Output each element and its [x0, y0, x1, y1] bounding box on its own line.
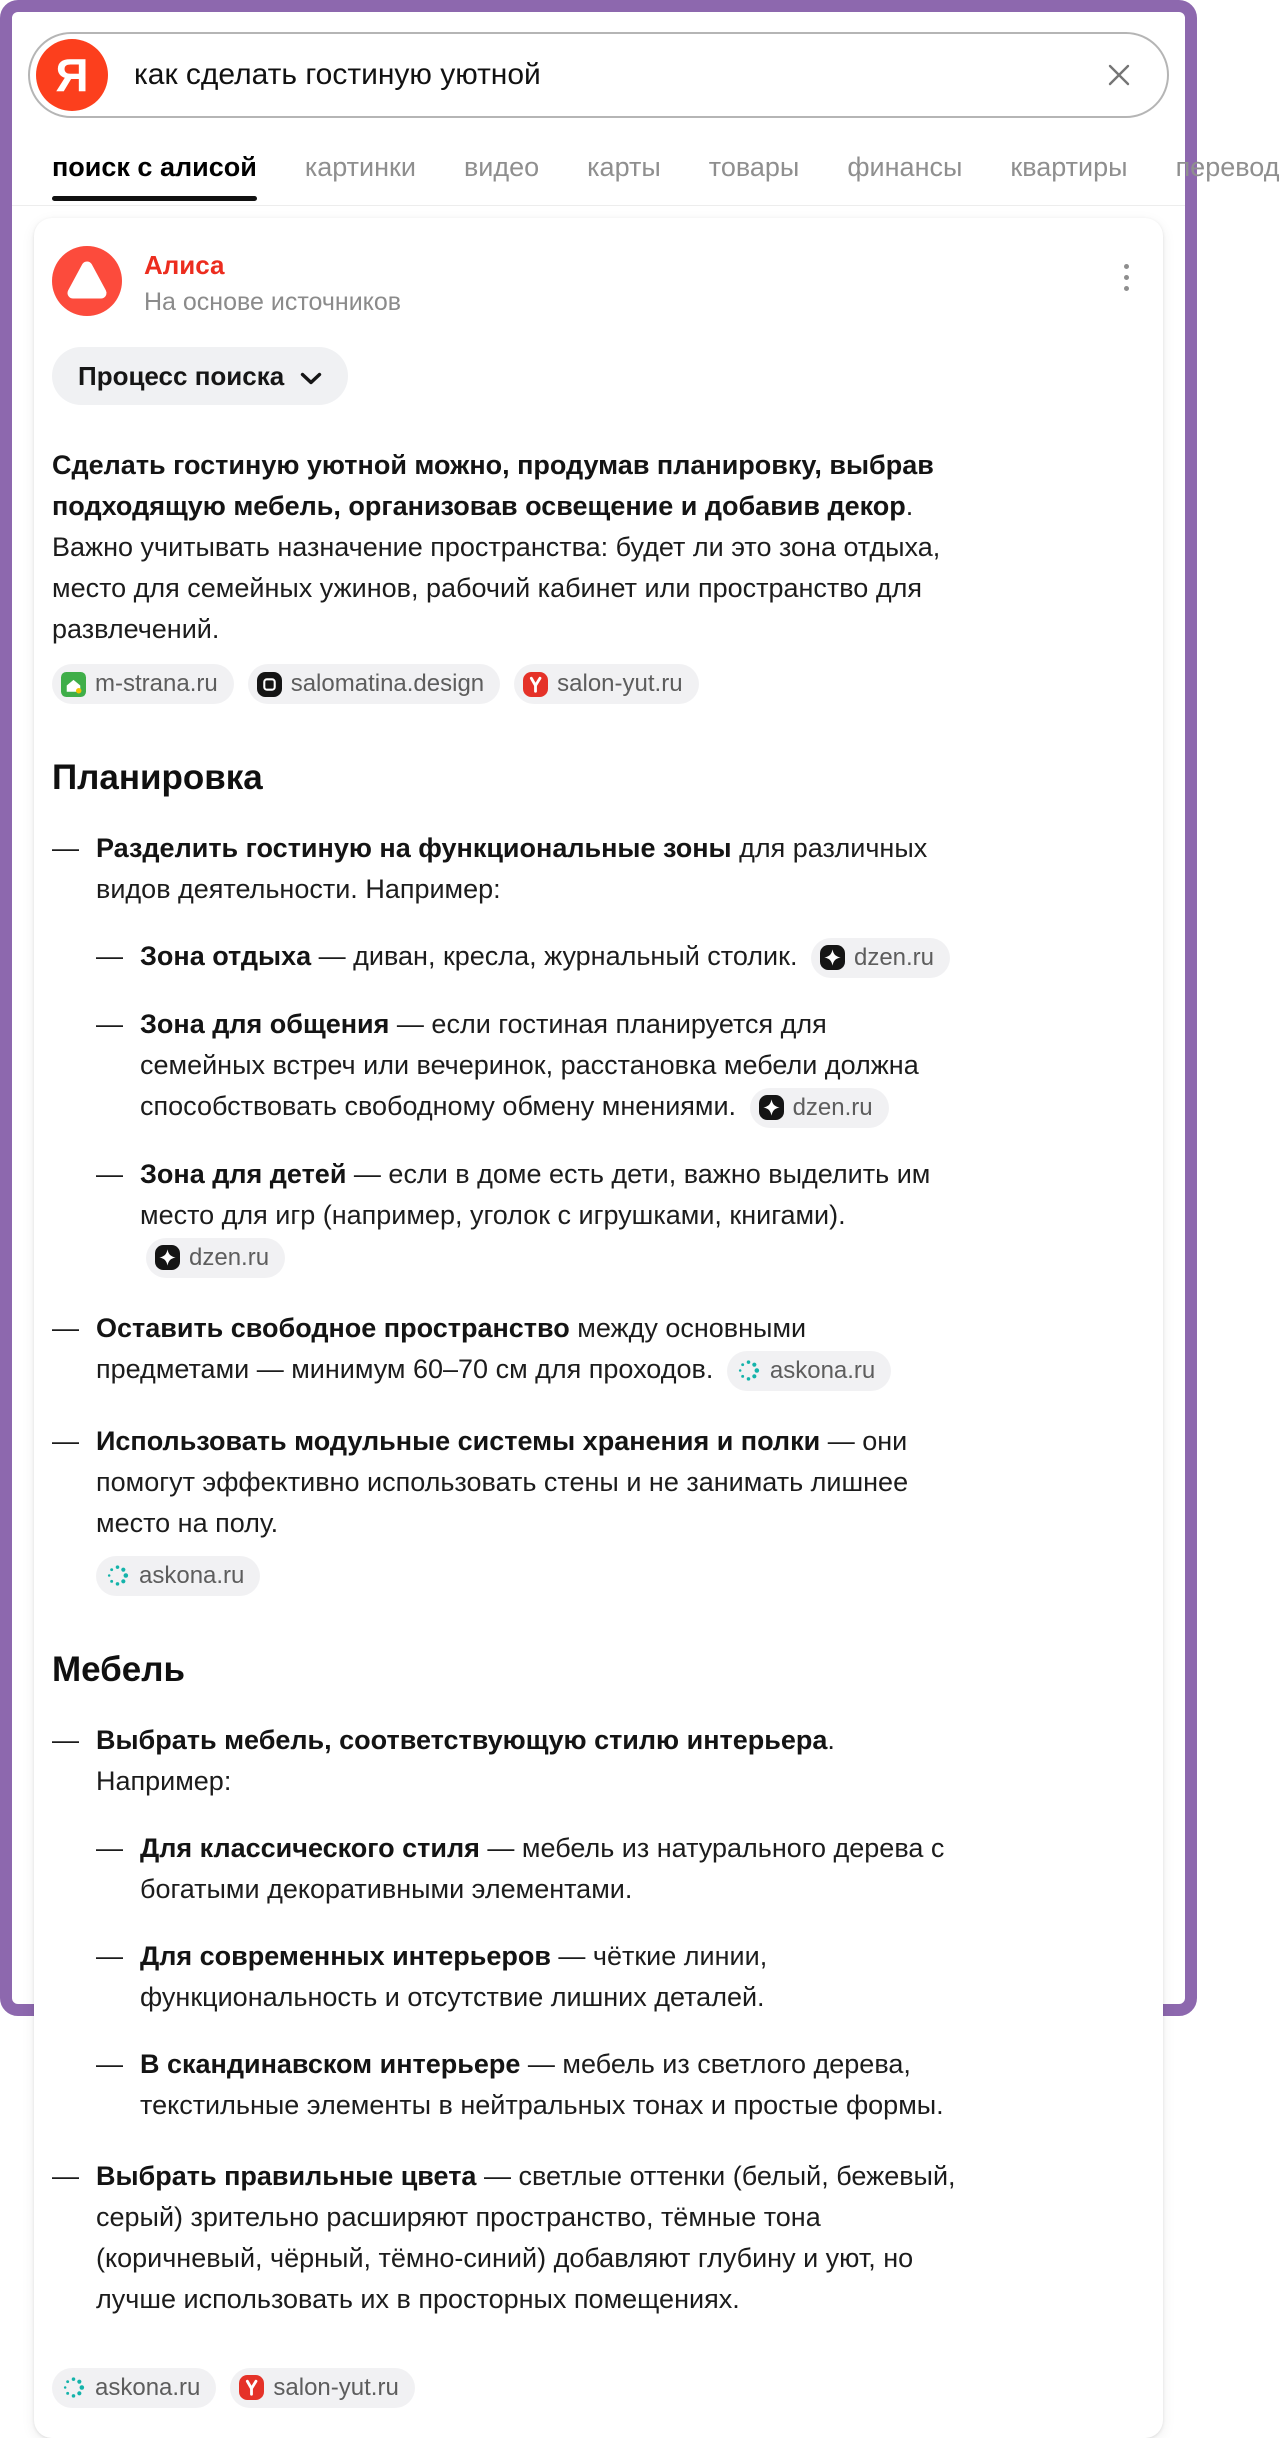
item-regular-text: — светлые оттенки (белый, бежевый, серый) зрительно расширяют пространство, тёмные тона (коричневый, чёрный, тёмно-синий) добавляют глубину и уют, но лучше использовать их в просторных помещениях.	[96, 2160, 956, 2314]
source-badge-label: dzen.ru	[189, 1244, 270, 1272]
dash-marker: —	[96, 2048, 123, 2079]
tab-apartments[interactable]	[1010, 152, 1127, 183]
item-regular-text: — мебель из натурального дерева с богатыми декоративными элементами.	[140, 1832, 945, 1904]
item-bold-text: Для классического стиля	[140, 1832, 480, 1863]
salomatina-favicon-icon	[257, 672, 282, 697]
tab-label: поиск с алисой	[52, 152, 257, 182]
footer-source-badges	[52, 2368, 957, 2408]
alice-answer-card	[34, 218, 1163, 2438]
askona-favicon-icon	[105, 1563, 130, 1588]
source-badge-label: askona.ru	[139, 1562, 245, 1589]
dash-marker: —	[52, 1724, 79, 1755]
dash-marker: —	[52, 1312, 79, 1343]
answer-body	[52, 445, 957, 2408]
header-texts	[144, 246, 401, 317]
source-badge[interactable]	[96, 1556, 260, 1596]
list-item	[52, 1308, 957, 1391]
search-tabs	[52, 152, 1279, 205]
sublist	[96, 936, 957, 1278]
source-badge[interactable]	[248, 664, 500, 704]
source-badge-label: salon-yut.ru	[557, 670, 683, 697]
salon-yut-favicon-icon	[523, 672, 548, 697]
item-regular-text: для различных видов деятельности. Например:	[96, 833, 928, 904]
m-strana-favicon-icon	[61, 672, 86, 697]
source-badge-label: salon-yut.ru	[273, 2373, 399, 2401]
dash-marker: —	[96, 941, 123, 971]
tabs-divider	[12, 205, 1185, 206]
search-input[interactable]: как сделать гостиную уютной	[134, 58, 541, 91]
item-regular-text: — диван, кресла, журнальный столик.	[311, 941, 798, 971]
item-source-badges	[96, 1556, 957, 1596]
item-bold-text: Выбрать правильные цвета	[96, 2160, 477, 2191]
item-regular-text: — если в доме есть дети, важно выделить им место для игр (например, уголок с игрушками, книгами).	[140, 1158, 931, 1230]
tab-label: товары	[708, 152, 800, 182]
item-regular-text: между основными предметами — минимум 60–70 см для проходов.	[96, 1312, 807, 1384]
item-bold-text: Выбрать мебель, соответствующую стилю интерьера	[96, 1724, 828, 1755]
intro-bold-text: Сделать гостиную уютной можно, продумав планировку, выбрав подходящую мебель, организовав освещение и добавив декор	[52, 450, 934, 521]
item-bold-text: Разделить гостиную на функциональные зоны	[96, 833, 732, 863]
list-subitem	[96, 1004, 957, 1128]
search-bar[interactable]	[28, 32, 1169, 118]
tab-goods[interactable]	[709, 152, 800, 183]
source-badge[interactable]	[750, 1088, 889, 1128]
dash-marker: —	[52, 2160, 79, 2191]
item-regular-text: . Например:	[96, 1724, 835, 1796]
tab-maps[interactable]	[587, 152, 661, 183]
source-badge[interactable]	[52, 2368, 216, 2408]
yandex-logo-icon[interactable]: Я	[36, 39, 108, 111]
item-bold-text: В скандинавском интерьере	[140, 2048, 521, 2079]
askona-favicon-icon	[61, 2375, 86, 2400]
tab-label: картинки	[304, 152, 416, 182]
tab-label: видео	[463, 152, 540, 182]
dzen-favicon-icon	[759, 1095, 784, 1120]
item-bold-text: Использовать модульные системы хранения и полки	[96, 1425, 821, 1456]
tab-label: карты	[587, 152, 661, 182]
card-header	[52, 246, 1139, 317]
tab-video[interactable]	[464, 152, 539, 183]
tab-finance[interactable]	[847, 152, 962, 183]
source-badge[interactable]	[52, 664, 234, 704]
close-icon[interactable]	[1101, 57, 1137, 93]
source-badge-label: askona.ru	[769, 1357, 876, 1384]
list-subitem	[96, 936, 957, 978]
search-process-button[interactable]	[52, 347, 348, 405]
chevron-down-icon	[300, 361, 322, 392]
item-bold-text: Зона отдыха	[140, 941, 312, 971]
source-badge-label: m-strana.ru	[95, 670, 218, 697]
list-subitem	[96, 1828, 957, 1910]
tab-search-with-alice[interactable]	[52, 152, 257, 183]
intro-paragraph	[52, 445, 957, 650]
dash-marker: —	[52, 833, 79, 863]
dash-marker: —	[96, 1158, 123, 1189]
source-badge[interactable]	[146, 1238, 285, 1278]
tab-label: квартиры	[1010, 152, 1128, 182]
intro-source-badges	[52, 664, 957, 704]
assistant-name: Алиса	[144, 250, 225, 280]
intro-regular-text: . Важно учитывать назначение пространства: будет ли это зона отдыха, место для семейных ужинов, рабочий кабинет или пространство для развлечений.	[52, 491, 941, 644]
dash-marker: —	[96, 1008, 123, 1039]
tab-images[interactable]	[305, 152, 416, 183]
tab-translate[interactable]	[1176, 152, 1279, 183]
source-badge-label: salomatina.design	[290, 670, 485, 697]
item-bold-text: Зона для общения	[140, 1008, 390, 1039]
dzen-favicon-icon	[155, 1245, 180, 1270]
section-title: Планировка	[52, 758, 263, 797]
sublist	[96, 1828, 957, 2126]
item-regular-text: — если гостиная планируется для семейных встреч или вечеринок, расстановка мебели должна способствовать свободному обмену мнениями.	[140, 1008, 919, 1121]
tab-label: финансы	[847, 152, 963, 182]
source-badge[interactable]	[230, 2368, 414, 2408]
item-regular-text: — мебель из светлого дерева, текстильные элементы в нейтральных тонах и простые формы.	[140, 2048, 944, 2120]
tab-label: перевод	[1175, 152, 1279, 182]
list-subitem	[96, 2044, 957, 2126]
item-bold-text: Оставить свободное пространство	[96, 1312, 570, 1343]
source-badge[interactable]	[514, 664, 698, 704]
salon-yut-favicon-icon	[239, 2375, 264, 2400]
item-regular-text: — чёткие линии, функциональность и отсутствие лишних деталей.	[140, 1940, 768, 2012]
kebab-menu-icon[interactable]	[1114, 260, 1139, 295]
source-badge-label: askona.ru	[95, 2373, 201, 2401]
source-badge[interactable]	[727, 1351, 891, 1391]
source-badge[interactable]	[811, 938, 950, 978]
dash-marker: —	[96, 1940, 123, 1971]
search-process-label: Процесс поиска	[78, 360, 285, 391]
item-regular-text: — они помогут эффективно использовать стены и не занимать лишнее место на полу.	[96, 1425, 909, 1538]
list-item	[52, 2156, 957, 2320]
list-item	[52, 1720, 957, 2126]
dzen-favicon-icon	[820, 945, 845, 970]
item-bold-text: Для современных интерьеров	[140, 1940, 551, 1971]
item-bold-text: Зона для детей	[140, 1158, 347, 1189]
list-item	[52, 828, 957, 1278]
source-badge-label: dzen.ru	[853, 944, 935, 972]
list-subitem	[96, 1936, 957, 2018]
list-subitem	[96, 1154, 957, 1278]
list-item	[52, 1421, 957, 1596]
dash-marker: —	[52, 1425, 79, 1456]
askona-favicon-icon	[736, 1358, 761, 1383]
source-badge-label: dzen.ru	[792, 1094, 873, 1122]
dash-marker: —	[96, 1832, 123, 1863]
alice-avatar-icon	[52, 246, 122, 316]
assistant-subtitle: На основе источников	[144, 288, 402, 316]
active-tab-underline	[52, 196, 257, 201]
section-title: Мебель	[52, 1649, 185, 1689]
